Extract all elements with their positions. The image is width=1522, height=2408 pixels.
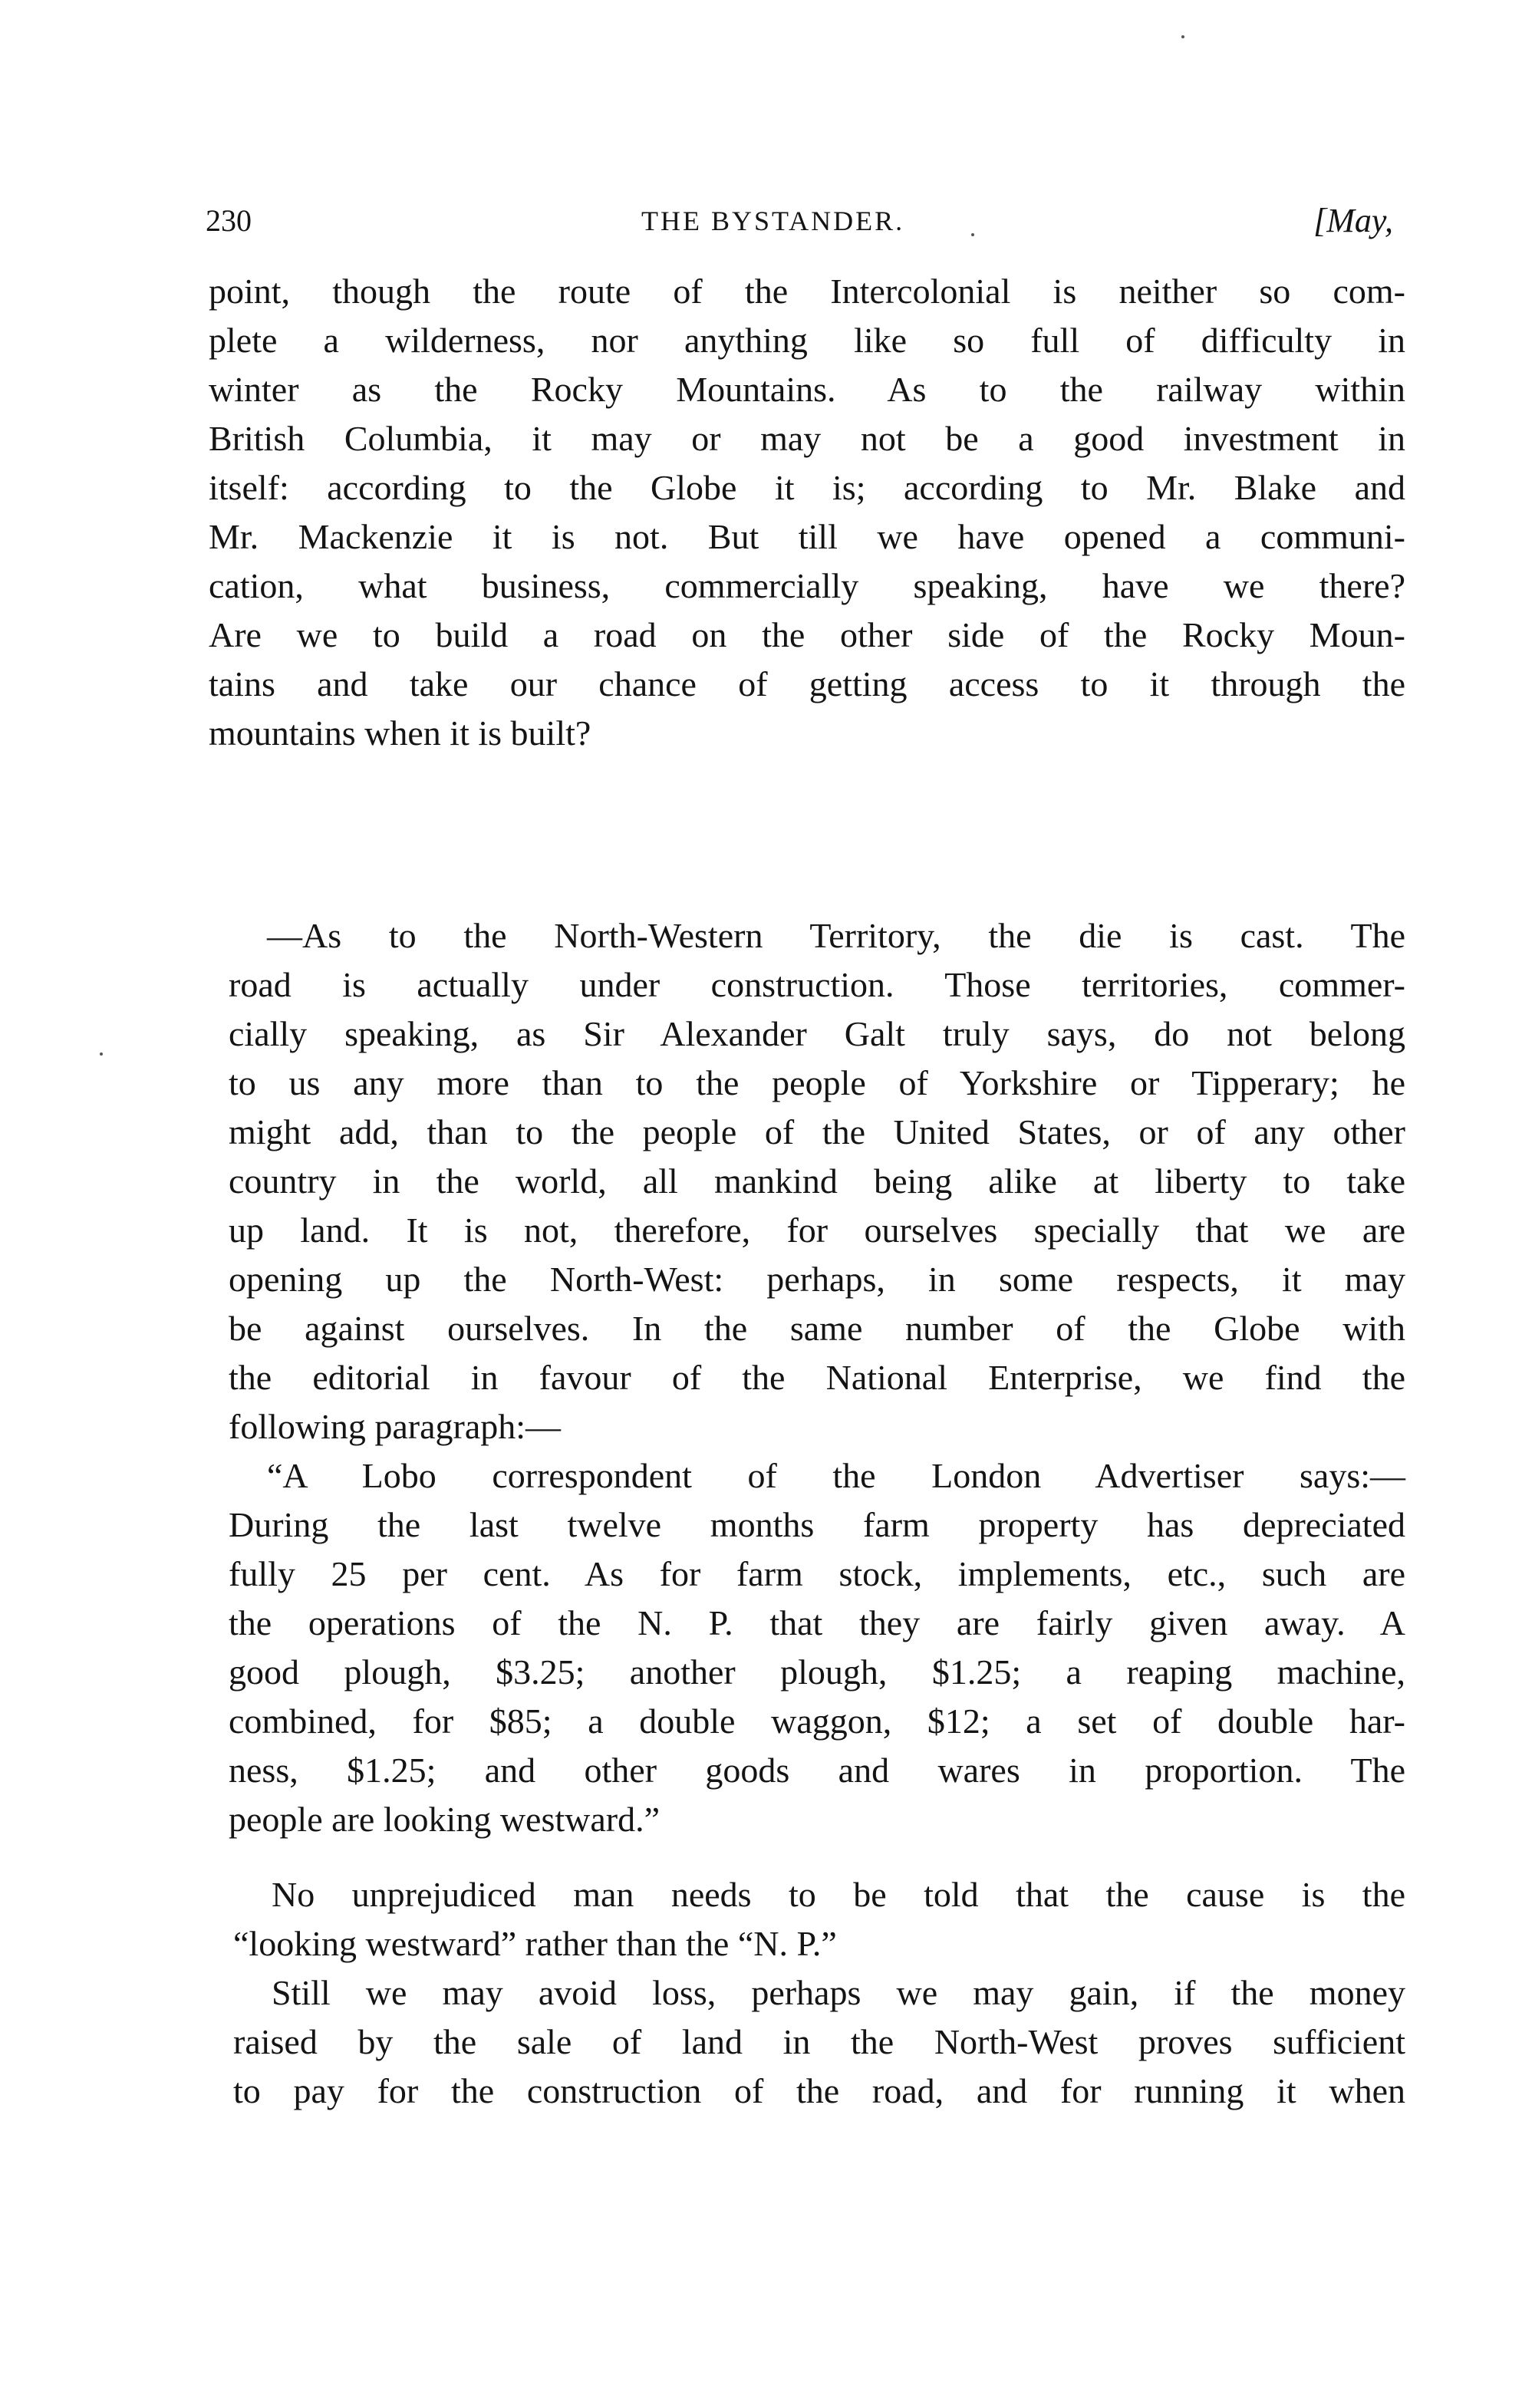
quote-line: the operations of the N. P. that they are fairly given away. A: [229, 1603, 1405, 1642]
quote-line: ness, $1.25; and other goods and wares in proportion. The: [229, 1751, 1405, 1790]
paper-speck: [1181, 35, 1184, 38]
text-line: “looking westward” rather than the “N. P.”: [233, 1924, 837, 1963]
quote-line: combined, for $85; a double waggon, $12; a set of double har-: [229, 1701, 1405, 1741]
quote-line: good plough, $3.25; another plough, $1.25; a reaping machine,: [229, 1652, 1405, 1692]
text-line: following paragraph:—: [229, 1407, 562, 1446]
running-month: [May,: [1313, 202, 1393, 239]
text-line: Still we may avoid loss, perhaps we may gain, if the money: [272, 1973, 1405, 2012]
text-line: to pay for the construction of the road, and for running it when: [233, 2071, 1405, 2110]
text-line: itself: according to the Globe it is; according to Mr. Blake and: [209, 468, 1405, 507]
text-line: No unprejudiced man needs to be told that the cause is the: [272, 1875, 1405, 1914]
text-line: mountains when it is built?: [209, 713, 591, 753]
text-line: up land. It is not, therefore, for ourselves specially that we are: [229, 1211, 1405, 1250]
text-line: tains and take our chance of getting access to it through the: [209, 664, 1405, 703]
text-line: Are we to build a road on the other side of the Rocky Moun-: [209, 615, 1405, 654]
paragraph-railway-british-columbia: [209, 267, 1405, 758]
text-line: country in the world, all mankind being alike at liberty to take: [229, 1161, 1405, 1201]
text-line: cation, what business, commercially speaking, have we there?: [209, 566, 1405, 605]
text-line: the editorial in favour of the National Enterprise, we find the: [229, 1358, 1405, 1397]
text-line: winter as the Rocky Mountains. As to the railway within: [209, 370, 1405, 409]
text-line: cially speaking, as Sir Alexander Galt truly says, do not belong: [229, 1014, 1405, 1053]
text-line: plete a wilderness, nor anything like so full of difficulty in: [209, 321, 1405, 360]
paper-speck: [971, 233, 974, 236]
text-line: to us any more than to the people of Yorkshire or Tipperary; he: [229, 1063, 1405, 1102]
running-title: THE BYSTANDER.: [641, 206, 905, 236]
paragraph-avoid-loss: [233, 1968, 1405, 2116]
text-line: might add, than to the people of the United States, or of any other: [229, 1112, 1405, 1151]
quote-line: During the last twelve months farm property has depreciated: [229, 1505, 1405, 1544]
page-number: 230: [206, 203, 252, 238]
text-line: raised by the sale of land in the North-West proves sufficient: [233, 2022, 1405, 2061]
running-head: [206, 198, 1393, 244]
quote-line: fully 25 per cent. As for farm stock, implements, etc., such are: [229, 1554, 1405, 1593]
quote-line: people are looking westward.”: [229, 1800, 661, 1839]
text-line: road is actually under construction. Those territories, commer-: [229, 965, 1405, 1004]
paper-speck: [100, 1052, 103, 1056]
text-line: —As to the North-Western Territory, the die is cast. The: [267, 916, 1405, 955]
text-line: opening up the North-West: perhaps, in some respects, it may: [229, 1260, 1405, 1299]
text-line: be against ourselves. In the same number of the Globe with: [229, 1309, 1405, 1348]
quote-line: “A Lobo correspondent of the London Advertiser says:—: [267, 1456, 1405, 1495]
paragraph-north-western-territory: [229, 911, 1405, 1844]
text-line: point, though the route of the Intercolonial is neither so com-: [209, 272, 1405, 311]
text-line: British Columbia, it may or may not be a good investment in: [209, 419, 1405, 458]
paragraph-unprejudiced-man: [233, 1870, 1405, 1968]
text-line: Mr. Mackenzie it is not. But till we have opened a communi-: [209, 517, 1405, 556]
